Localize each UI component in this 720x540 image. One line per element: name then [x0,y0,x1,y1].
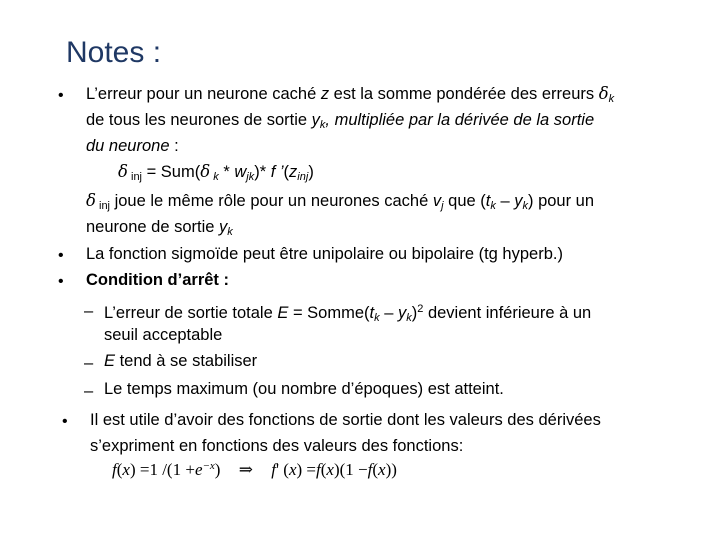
slide-title: Notes : [66,36,162,69]
bullet-1-note-line-2: neurone de sortie $y_k$ [86,218,233,238]
sigmoid-derivative-formula: f(x) =1 $/(1 +e^{-x})$ ⇒ f' (x) =f(x)(1 −f(x)) [112,460,397,479]
delta-formula: δ $_{inj}$ = Sum(δ $_k * w_{jk})*$ f $’(z_{inj})$ [118,162,314,183]
bullet-1-note-line-1: δ $_{inj}$ joue le même rôle pour un neurones caché $v_j$ que $(t_k - y_k)$ pour un [86,191,595,212]
bullet-2-text: La fonction sigmoïde peut être unipolaire ou bipolaire (tg hyperb.) [86,245,563,263]
dash-3-text: Le temps maximum (ou nombre d’époques) est atteint. [104,380,504,398]
dash-1-line-1: L’erreur de sortie totale $E = Somme(t_k - y_k)^2$ devient inférieure à un [104,303,592,324]
implies-symbol: ⇒ [238,460,253,479]
bullet-4-marker: • [62,413,68,430]
dash-1-line-2: seuil acceptable [104,326,223,344]
bullet-3-marker: • [58,273,64,290]
dash-2-marker: – [84,354,94,372]
dash-1-marker: – [84,302,94,320]
bullet-4-line-1: Il est utile d’avoir des fonctions de sortie dont les valeurs des dérivées [90,411,601,429]
dash-3-marker: – [84,382,94,400]
bullet-4-line-2: s’expriment en fonctions des valeurs des fonctions: [90,437,464,455]
bullet-1-marker: • [58,87,64,104]
bullet-3-text: Condition d’arrêt : [86,271,229,289]
bullet-1-line-2: de tous les neurones de sortie $y_k$, multipliée par la dérivée de la sortie [86,111,595,131]
bullet-2-marker: • [58,247,64,264]
bullet-1-line-1: L’erreur pour un neurone caché z est la somme pondérée des erreurs $\delta_k$ [86,84,615,105]
bullet-1-line-3: du neurone : [86,137,179,155]
dash-2-text: E tend à se stabiliser [104,352,258,370]
